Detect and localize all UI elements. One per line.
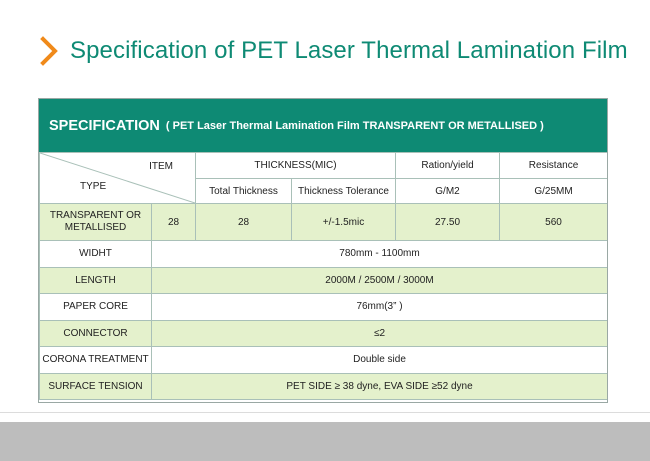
product-resistance-cell: 560 <box>500 204 608 241</box>
property-label: LENGTH <box>40 267 152 294</box>
resistance-unit-header: G/25MM <box>500 179 608 204</box>
type-header: TYPE <box>80 181 107 192</box>
thickness-header: THICKNESS(MIC) <box>196 153 396 179</box>
page-title: Specification of PET Laser Thermal Lamination Film <box>70 37 628 64</box>
property-label: SURFACE TENSION <box>40 373 152 400</box>
table-row <box>40 241 608 268</box>
product-ration-cell: 27.50 <box>396 204 500 241</box>
resistance-header: Resistance <box>500 153 608 179</box>
product-type-cell: TRANSPARENT OR METALLISED <box>40 204 152 241</box>
ration-unit-header: G/M2 <box>396 179 500 204</box>
property-label: CONNECTOR <box>40 320 152 347</box>
property-label: CORONA TREATMENT <box>40 347 152 374</box>
property-value: 76mm(3” ) <box>152 294 608 321</box>
bottom-bar <box>0 422 650 461</box>
specification-header <box>39 99 607 152</box>
page-heading <box>38 34 628 68</box>
table-row <box>40 294 608 321</box>
property-label: WIDHT <box>40 241 152 268</box>
thickness-tolerance-header: Thickness Tolerance <box>292 179 396 204</box>
specification-header-subtitle: ( PET Laser Thermal Lamination Film TRANSPARENT OR METALLISED ) <box>165 119 544 132</box>
total-thickness-header: Total Thickness <box>196 179 292 204</box>
specification-table <box>39 152 608 400</box>
property-value: ≤2 <box>152 320 608 347</box>
table-row <box>40 204 608 241</box>
property-value: PET SIDE ≥ 38 dyne, EVA SIDE ≥52 dyne <box>152 373 608 400</box>
table-row <box>40 320 608 347</box>
table-row <box>40 347 608 374</box>
table-row <box>40 373 608 400</box>
item-type-corner-cell <box>40 153 196 204</box>
product-tolerance-cell: +/-1.5mic <box>292 204 396 241</box>
property-value: 2000M / 2500M / 3000M <box>152 267 608 294</box>
specification-table-box <box>38 98 608 403</box>
product-item-cell: 28 <box>152 204 196 241</box>
ration-header: Ration/yield <box>396 153 500 179</box>
table-header-row <box>40 153 608 179</box>
product-total-thickness-cell: 28 <box>196 204 292 241</box>
property-value: Double side <box>152 347 608 374</box>
table-row <box>40 267 608 294</box>
specification-header-title: SPECIFICATION <box>49 117 160 134</box>
property-label: PAPER CORE <box>40 294 152 321</box>
item-header: ITEM <box>149 161 173 172</box>
property-value: 780mm - 1100mm <box>152 241 608 268</box>
chevron-right-icon <box>38 36 60 66</box>
